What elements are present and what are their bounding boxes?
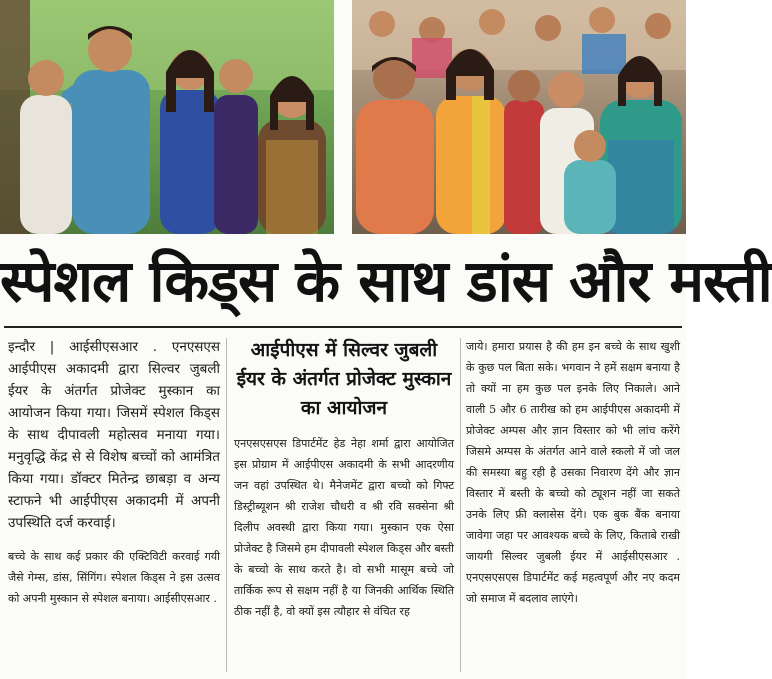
article-column-1 bbox=[8, 336, 220, 621]
column-divider-1 bbox=[226, 338, 227, 672]
kids-dancing-photo-right bbox=[352, 0, 686, 234]
photo-right-illustration bbox=[352, 0, 686, 234]
article-column-2 bbox=[234, 336, 454, 634]
column-3-body: जाये। हमारा प्रयास है की हम इन बच्चे के साथ खुशी के कुछ पल बिता सके। भगवान ने हमें सक्षम बनाया है तो क्यों ना हम कुछ पल इनके लिए निकाले। आने वाली 5 और 6 तारीख को हम आईपीएस अकादमी में प्रोजेक्ट अम्पस और ज्ञान विस्तार को भी लांच करेंगे जिसमे अम्पस के अंतर्गत आने वाले स्कलो में जो जल की समस्या बहु रही है उसका निवारण देंगे और ज्ञान विस्तार में बस्ती के बच्चो को ट्यूशन नहीं जा सकते उनके लिए फ्री क्लासेस देंगे। एक बुक बैंक बनाया जावेगा जहा पर आवश्यक बच्चे के लिए, किताबे राखी जायगी सिल्वर जुबली ईयर में आईसीएसआर . एनएसएसएस डिपार्टमेंट कई महत्वपूर्ण और नए कदम जो समाज में बदलाव लाएंगे। bbox=[466, 340, 680, 605]
headline: स्पेशल किड्स के साथ डांस और मस्ती bbox=[0, 247, 772, 315]
column-2-body: एनएसएसएस डिपार्टमेंट हेड नेहा शर्मा द्वारा आयोजित इस प्रोग्राम में आईपीएस अकादमी के सभी आदरणीय जन वहां उपस्थित थे। मैनेजमेंट द्वारा बच्चो को गिफ्ट डिस्ट्रीब्यूशन श्री राजेश चौधरी व श्री रवि सक्सेना श्री दिलीप अवस्थी द्वारा किया गया। मुस्कान एक ऐसा प्रोजेक्ट है जिसमे हम दीपावली स्पेशल किड्स और बस्ती के बच्चो के साथ करते है। वो सभी मासूम बच्चे जो तार्किक रूप से सक्षम नहीं है या जिनकी आर्थिक स्थिति ठीक नहीं है, वो क्यों इस त्यौहार से वंचित रह bbox=[234, 437, 454, 618]
article-column-3 bbox=[466, 336, 680, 621]
lead-paragraph: इन्दौर | आईसीएसआर . एनएसएस आईपीएस अकादमी द्वारा सिल्वर जुबली ईयर के अंतर्गत प्रोजेक्ट मुस्कान का आयोजन किया गया। जिसमें स्पेशल किड्स के साथ दीपावली महोत्सव मनाया गया। मनुवृद्धि केंद्र से से विशेष बच्चों को आमंत्रित किया गया। डॉक्टर मितेन्द्र छाबड़ा व अन्य स्टाफने भी आईपीएस अकादमी में अपनी उपस्थिति दर्ज करवाई। bbox=[8, 339, 220, 531]
column-divider-2 bbox=[460, 338, 461, 672]
column-1-body: बच्चे के साथ कई प्रकार की एक्टिविटी करवाई गयी जैसे गेम्स, डांस, सिंगिंग। स्पेशल किड्स ने इस उत्सव को अपनी मुस्कान से स्पेशल बनाया। आईसीएसआर . bbox=[8, 550, 220, 605]
photo-gutter bbox=[334, 0, 352, 234]
headline-rule bbox=[4, 326, 682, 328]
photo-left-illustration bbox=[0, 0, 334, 234]
kids-dancing-photo-left bbox=[0, 0, 334, 234]
subheadline: आईपीएस में सिल्वर जुबली ईयर के अंतर्गत प्रोजेक्ट मुस्कान का आयोजन bbox=[236, 339, 452, 419]
